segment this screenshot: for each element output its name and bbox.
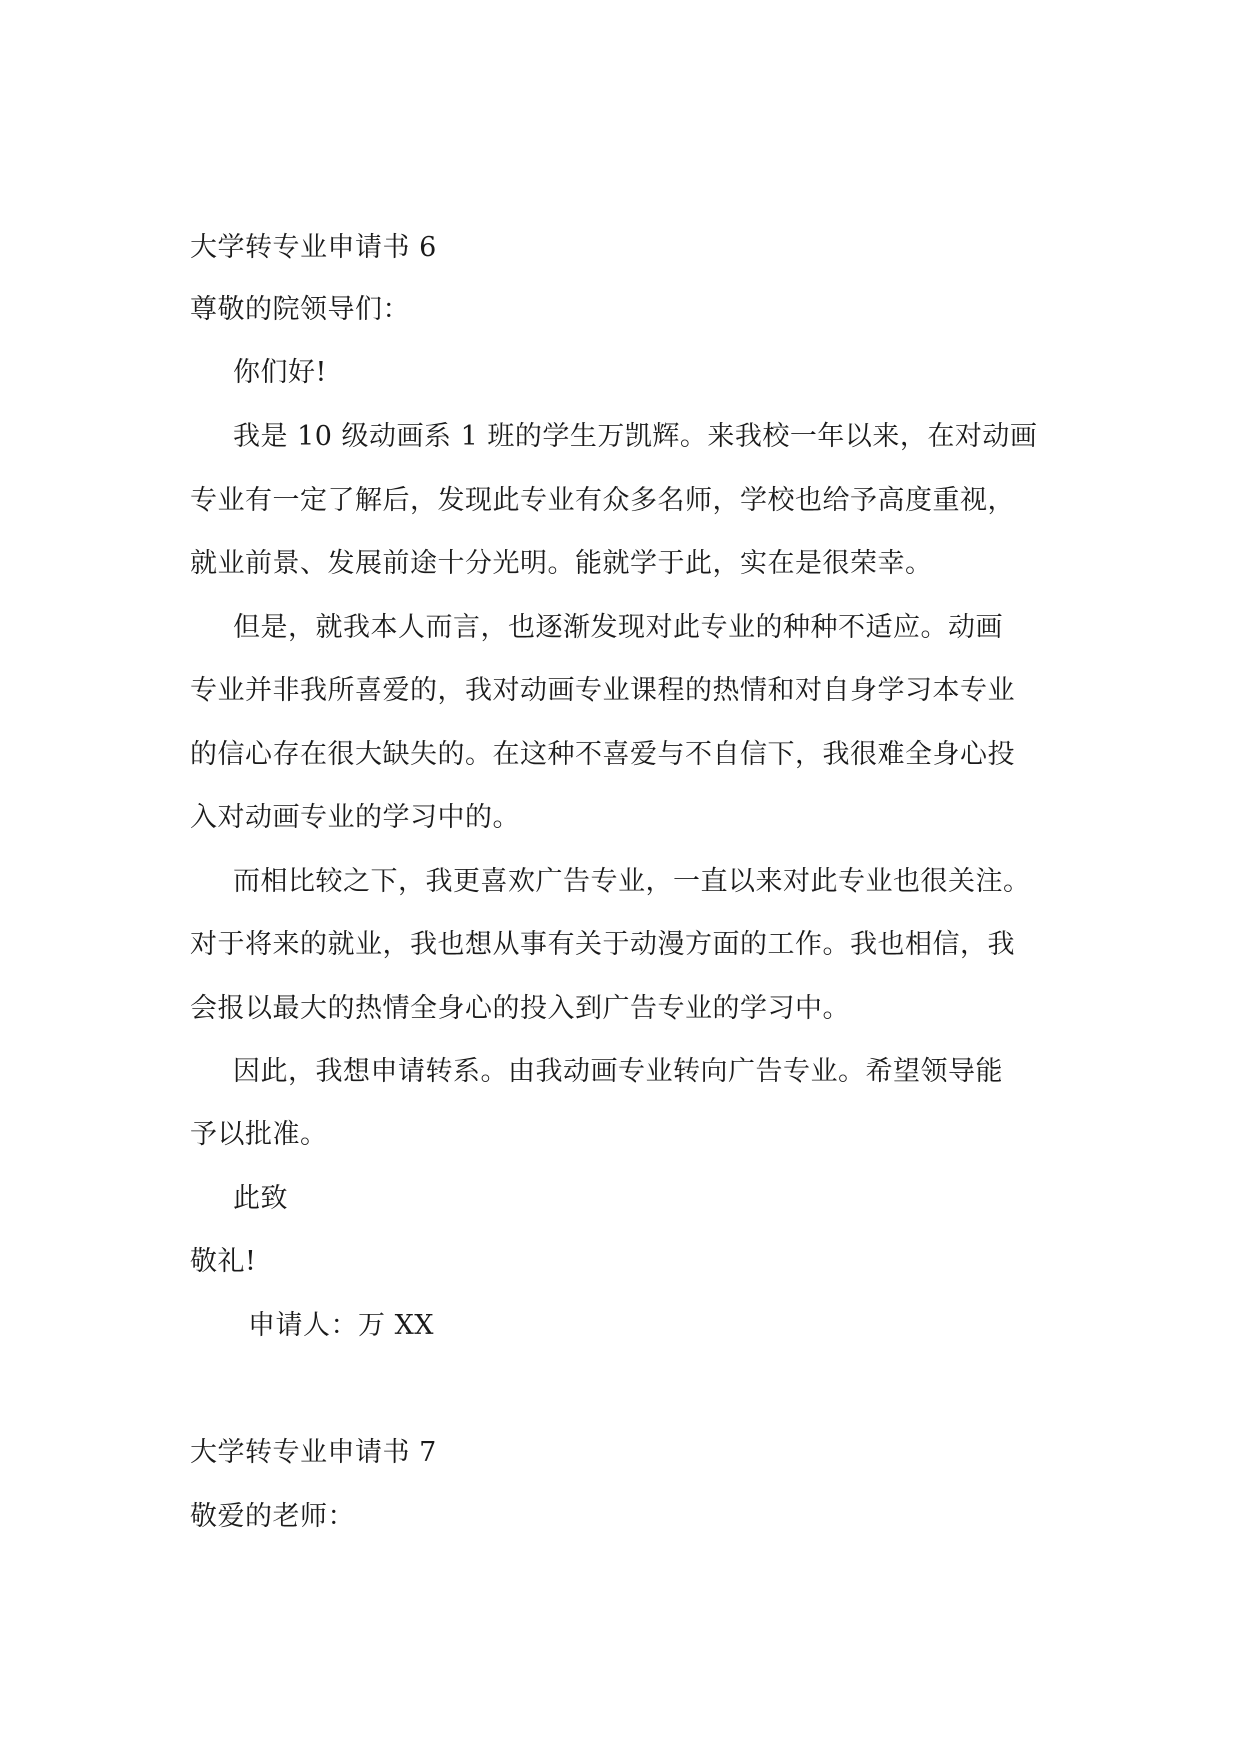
paragraph-line: 会报以最大的热情全身心的投入到广告专业的学习中。 [190,993,850,1024]
paragraph-line: 因此，我想申请转系。由我动画专业转向广告专业。希望领导能 [233,1056,1003,1087]
paragraph-line: 专业并非我所喜爱的，我对动画专业课程的热情和对自身学习本专业 [190,675,1015,706]
paragraph-line: 专业有一定了解后，发现此专业有众多名师，学校也给予高度重视， [190,485,1015,516]
paragraph-line: 我是 10 级动画系 1 班的学生万凯辉。来我校一年以来，在对动画 [233,421,1038,452]
paragraph-line: 但是，就我本人而言，也逐渐发现对此专业的种种不适应。动画 [233,612,1003,643]
paragraph-line: 予以批准。 [190,1119,328,1150]
closing-line: 敬礼! [190,1246,257,1277]
paragraph-line: 对于将来的就业，我也想从事有关于动漫方面的工作。我也相信，我 [190,929,1015,960]
paragraph-line: 就业前景、发展前途十分光明。能就学于此，实在是很荣幸。 [190,548,933,579]
section-title: 大学转专业申请书 7 [190,1437,437,1468]
salutation: 尊敬的院领导们： [190,294,410,325]
closing-line: 此致 [233,1183,288,1214]
salutation: 敬爱的老师： [190,1501,355,1532]
paragraph-line: 而相比较之下，我更喜欢广告专业，一直以来对此专业也很关注。 [233,866,1031,897]
paragraph-line: 的信心存在很大缺失的。在这种不喜爱与不自信下，我很难全身心投 [190,739,1015,770]
paragraph-line: 入对动画专业的学习中的。 [190,802,520,833]
section-title: 大学转专业申请书 6 [190,232,437,263]
greeting: 你们好! [233,357,327,388]
signature: 申请人：万 XX [248,1310,435,1341]
